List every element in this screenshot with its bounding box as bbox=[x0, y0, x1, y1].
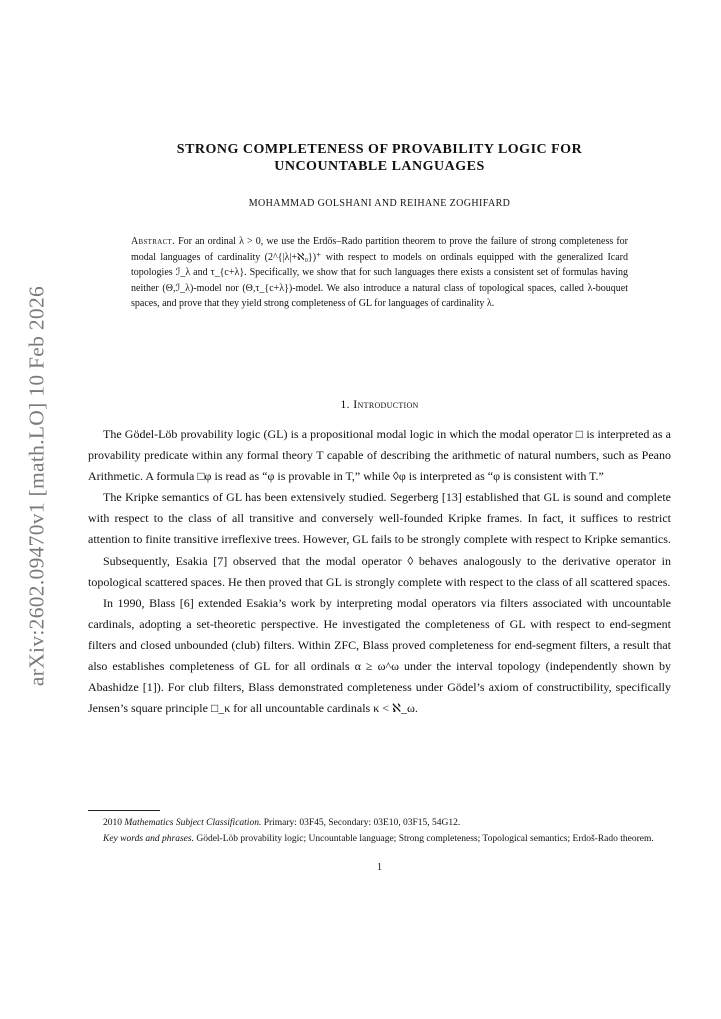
paragraph: Subsequently, Esakia [7] observed that the modal operator ◊ behaves analogously to the derivative operator in topological scattered spaces. He then proved that GL is strongly complete with respect to the class of all scattered spaces. bbox=[88, 553, 671, 589]
paragraph: The Kripke semantics of GL has been extensively studied. Segerberg [13] established that GL is sound and complete with respect to the class of all transitive and conversely well-founded Kripke frames. In fact, it suffices to restrict attention to finite transitive irreflexive trees. However, GL fails to be strongly complete with respect to Kripke semantics. bbox=[88, 490, 671, 547]
keywords-text: Gödel-Löb provability logic; Uncountable language; Strong completeness; Topological semantics; Erdoš-Rado theorem. bbox=[196, 833, 654, 844]
arxiv-identifier: arXiv:2602.09470v1 [math.LO] 10 Feb 2026 bbox=[24, 285, 49, 687]
msc-text: Primary: 03F45, Secondary: 03E10, 03F15, 54G12. bbox=[263, 818, 461, 828]
section-number: 1. bbox=[340, 397, 350, 411]
paper-authors: MOHAMMAD GOLSHANI AND REIHANE ZOGHIFARD bbox=[248, 198, 511, 209]
paragraph: In 1990, Blass [6] extended Esakia’s work by interpreting modal operators via filters associated with uncountable cardinals, adopting a set-theoretic perspective. He investigated the completeness of GL with respect to end-segment filters and closed unbounded (club) filters. Within ZFC, Blass proved completeness for end-segment filters, a result that also establishes completeness of GL for all ordinals α ≥ ω^ω under the interval topology (independently shown by Abashidze [1]). For club filters, Blass demonstrated completeness under Gödel’s axiom of constructibility, specifically Jensen’s square principle □_κ for all uncountable cardinals κ < ℵ_ω. bbox=[88, 595, 671, 716]
section-title: Introduction bbox=[353, 397, 419, 411]
msc-footnote bbox=[88, 816, 671, 832]
msc-year: 2010 bbox=[103, 818, 122, 828]
section-heading bbox=[88, 397, 671, 412]
title-line-2: UNCOUNTABLE LANGUAGES bbox=[274, 159, 485, 174]
keywords-label: Key words and phrases. bbox=[103, 833, 194, 844]
arxiv-sidebar bbox=[14, 286, 60, 686]
abstract bbox=[131, 234, 628, 312]
paper-title bbox=[88, 141, 671, 175]
title-line-1: STRONG COMPLETENESS OF PROVABILITY LOGIC FOR bbox=[176, 142, 583, 157]
paragraph: The Gödel-Löb provability logic (GL) is a propositional modal logic in which the modal operator □ is interpreted as a provability predicate within any formal theory T capable of describing the arithmetic of natural numbers, such as Peano Arithmetic. A formula □φ is read as “φ is provable in T,” while ◊φ is interpreted as “φ is consistent with T.” bbox=[88, 427, 671, 484]
keywords-footnote bbox=[88, 832, 671, 848]
body-text bbox=[88, 424, 671, 719]
msc-label: Mathematics Subject Classification. bbox=[124, 818, 262, 828]
abstract-text: For an ordinal λ > 0, we use the Erdős–Rado partition theorem to prove the failure of strong completeness for modal languages of cardinality (2^{|λ|+ℵ₀})⁺ with respect to models on ordinals equipped with the generalized Icard topologies ℐ_λ and τ_{c+λ}. Specifically, we show that for such languages there exists a consistent set of formulas having neither (Θ,ℐ_λ)-model nor (Θ,τ_{c+λ})-model. We also introduce a natural class of topological spaces, called λ-bouquet spaces, and prove that they yield strong completeness of GL for languages of cardinality λ. bbox=[131, 236, 629, 310]
page-number: 1 bbox=[377, 862, 382, 873]
footnote-rule bbox=[88, 810, 160, 811]
abstract-label: Abstract. bbox=[131, 236, 175, 247]
footnotes bbox=[88, 816, 671, 847]
